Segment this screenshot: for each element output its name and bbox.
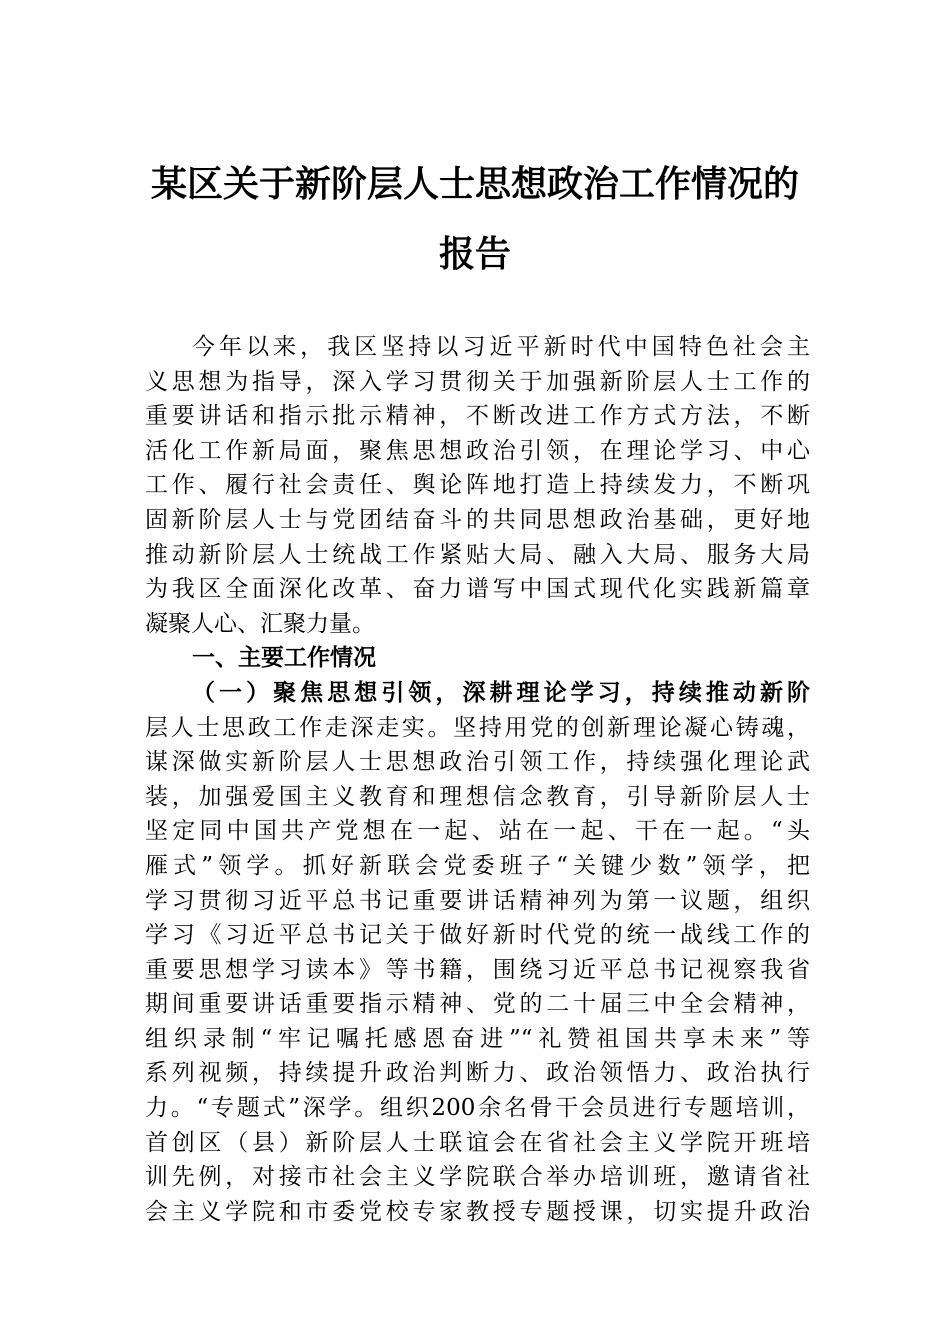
document-body (145, 330, 810, 1229)
intro-paragraph-line: 重要讲话和指示批示精神，不断改进工作方式方法，不断 (145, 403, 810, 430)
body-paragraph-line: 系列视频，持续提升政治判断力、政治领悟力、政治执行 (145, 1060, 810, 1087)
body-paragraph-line: 期间重要讲话重要指示精神、党的二十届三中全会精神， (145, 991, 810, 1018)
body-paragraph-line: 装，加强爱国主义教育和理想信念教育，引导新阶层人士 (145, 783, 810, 810)
body-paragraph-line: 谋深做实新阶层人士思想政治引领工作，持续强化理论武 (145, 749, 810, 776)
intro-paragraph-line: 今年以来，我区坚持以习近平新时代中国特色社会主 (192, 334, 810, 360)
body-paragraph-line: 组织录制“牢记嘱托感恩奋进”“礼赞祖国共享未来”等 (145, 1025, 810, 1052)
body-paragraph-line: 力。“专题式”深学。组织200余名骨干会员进行专题培训， (145, 1095, 810, 1122)
intro-paragraph-line: 义思想为指导，深入学习贯彻关于加强新阶层人士工作的 (145, 368, 810, 395)
body-paragraph-line: 坚定同中国共产党想在一起、站在一起、干在一起。“头 (145, 818, 810, 845)
body-paragraph-line: 雁式”领学。抓好新联会党委班子“关键少数”领学，把 (145, 852, 810, 879)
document-title-line-1: 某区关于新阶层人士思想政治工作情况的 (150, 163, 799, 205)
body-paragraph-line: 学习贯彻习近平总书记重要讲话精神列为第一议题，组织 (145, 887, 810, 914)
body-paragraph-line: 重要思想学习读本》等书籍，围绕习近平总书记视察我省 (145, 956, 810, 983)
document-title-line-2: 报告 (438, 233, 511, 275)
intro-paragraph-line: 工作、履行社会责任、舆论阵地打造上持续发力，不断巩 (145, 472, 810, 499)
intro-paragraph-line: 推动新阶层人士统战工作紧贴大局、融入大局、服务大局 (145, 541, 810, 568)
body-paragraph-line: 层人士思政工作走深走实。坚持用党的创新理论凝心铸魂， (145, 714, 810, 741)
body-paragraph-line: 会主义学院和市委党校专家教授专题授课，切实提升政治 (145, 1198, 810, 1225)
intro-paragraph-line: 凝聚人心、汇聚力量。 (145, 610, 375, 637)
body-paragraph-line: 首创区（县）新阶层人士联谊会在省社会主义学院开班培 (145, 1129, 810, 1156)
section-heading: 一、主要工作情况 (192, 645, 376, 672)
intro-paragraph-line: 为我区全面深化改革、奋力谱写中国式现代化实践新篇章 (145, 576, 810, 603)
intro-paragraph-line: 固新阶层人士与党团结奋斗的共同思想政治基础，更好地 (145, 506, 810, 533)
body-paragraph-line: 训先例，对接市社会主义学院联合举办培训班，邀请省社 (145, 1164, 810, 1191)
subsection-heading: （一）聚焦思想引领，深耕理论学习，持续推动新阶 (192, 679, 810, 706)
body-paragraph-line: 学习《习近平总书记关于做好新时代党的统一战线工作的 (145, 922, 810, 949)
intro-paragraph-line: 活化工作新局面，聚焦思想政治引领，在理论学习、中心 (145, 437, 810, 464)
